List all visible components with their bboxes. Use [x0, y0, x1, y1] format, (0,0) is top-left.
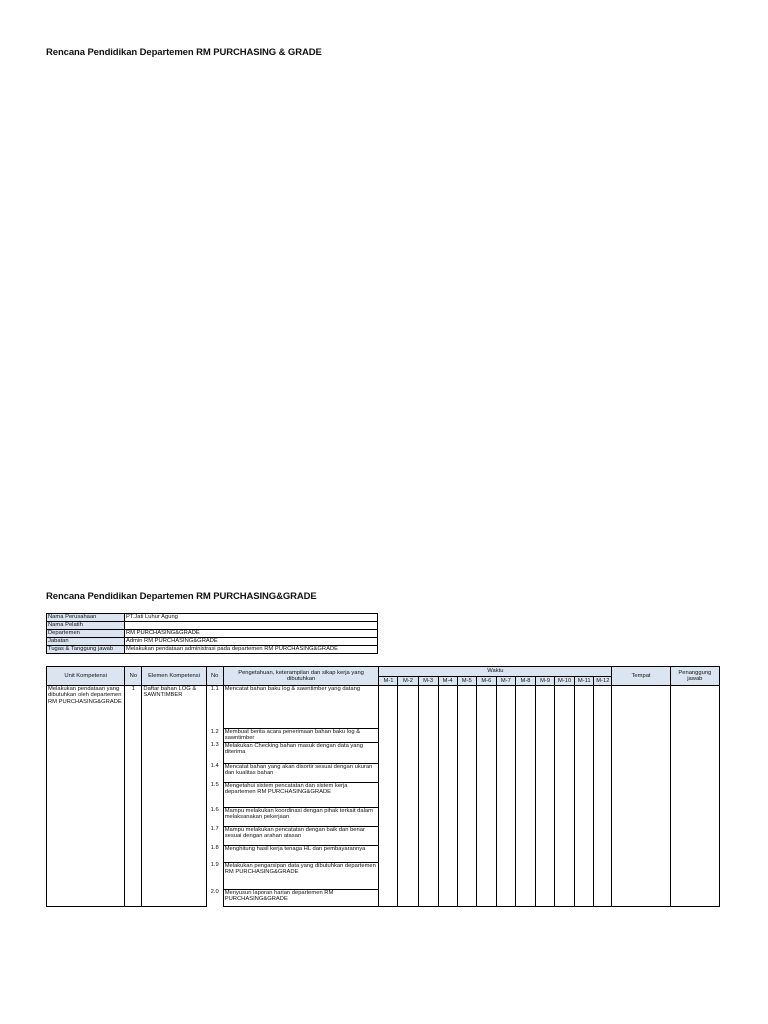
info-label: Nama Pelatih [47, 622, 125, 630]
header-month: M-6 [476, 677, 496, 686]
header-penanggung-jawab: Penanggung jawab [670, 667, 719, 686]
header-month: M-5 [457, 677, 476, 686]
info-row [47, 622, 378, 630]
month-cell[interactable] [594, 686, 612, 907]
header-elemen-kompetensi: Elemen Kompetensi [142, 667, 206, 686]
header-month: M-3 [418, 677, 438, 686]
knowledge-number: 1.4 [206, 763, 223, 782]
knowledge-text: Mampu melakukan pencatatan dengan baik dan benar sesuai dengan arahan atasan [223, 826, 379, 845]
knowledge-text: Mencatat bahan baku log & sawntimber yang datang [223, 686, 379, 729]
header-month: M-2 [398, 677, 418, 686]
knowledge-number: 1.8 [206, 845, 223, 862]
table-row [47, 686, 720, 729]
info-label: Nama Perusahaan [47, 614, 125, 622]
info-row [47, 638, 378, 646]
month-cell[interactable] [496, 686, 515, 907]
month-cell[interactable] [575, 686, 594, 907]
page-title: Rencana Pendidikan Departemen RM PURCHASING & GRADE [46, 47, 322, 58]
info-value: Admin RM PURCHASING&GRADE [125, 638, 378, 646]
header-no-2: No [206, 667, 223, 686]
training-plan-table [46, 666, 720, 907]
tempat-cell[interactable] [612, 686, 670, 907]
month-cell[interactable] [438, 686, 457, 907]
header-month: M-12 [594, 677, 612, 686]
knowledge-number: 1.9 [206, 862, 223, 889]
knowledge-number: 1.1 [206, 686, 223, 729]
elemen-kompetensi-cell: Daftar bahan LOG & SAWNTIMBER [142, 686, 206, 907]
knowledge-number: 1.7 [206, 826, 223, 845]
knowledge-number: 1.5 [206, 782, 223, 807]
unit-kompetensi-cell: Melakukan pendataan yang dibutuhkan oleh departemen RM PURCHASING&GRADE [47, 686, 125, 907]
knowledge-text: Membuat berita acara penerimaan bahan baku log & sawntimber [223, 729, 379, 743]
header-month: M-11 [575, 677, 594, 686]
info-value [125, 622, 378, 630]
header-month: M-4 [438, 677, 457, 686]
knowledge-text: Menyusun laporan harian departemen RM PURCHASING&GRADE [223, 889, 379, 906]
knowledge-number: 1.2 [206, 729, 223, 743]
section-title: Rencana Pendidikan Departemen RM PURCHASING&GRADE [46, 591, 317, 602]
month-cell[interactable] [418, 686, 438, 907]
header-month: M-10 [555, 677, 575, 686]
month-cell[interactable] [457, 686, 476, 907]
info-row [47, 646, 378, 654]
knowledge-text: Mampu melakukan koordinasi dengan pihak terkait dalam melaksanakan pekerjaan [223, 807, 379, 826]
month-cell[interactable] [515, 686, 535, 907]
month-cell[interactable] [536, 686, 555, 907]
penanggung-jawab-cell[interactable] [670, 686, 719, 907]
info-value: Melakukan pendataan administrasi pada departemen RM PURCHASING&GRADE [125, 646, 378, 654]
month-cell[interactable] [398, 686, 418, 907]
header-month: M-7 [496, 677, 515, 686]
month-cell[interactable] [476, 686, 496, 907]
info-label: Tugas & Tanggung jawab [47, 646, 125, 654]
month-cell[interactable] [379, 686, 398, 907]
header-month: M-1 [379, 677, 398, 686]
knowledge-text: Mencatat bahan yang akan disortir sesuai dengan ukuran dan kualitas bahan [223, 763, 379, 782]
row-number-cell: 1 [125, 686, 142, 907]
header-month: M-8 [515, 677, 535, 686]
info-table [46, 613, 378, 654]
knowledge-text: Melakukan pengarsipan data yang dibutuhkan departemen RM PURCHASING&GRADE [223, 862, 379, 889]
info-label: Departemen [47, 630, 125, 638]
header-unit-kompetensi: Unit Kompetensi [47, 667, 125, 686]
knowledge-text: Mengetahui sistem pencatatan dan sistem kerja departemen RM PURCHASING&GRADE [223, 782, 379, 807]
info-label: Jabatan [47, 638, 125, 646]
header-pengetahuan: Pengetahuan, keterampilan dan sikap kerja yang dibutuhkan [223, 667, 379, 686]
info-value: RM PURCHASING&GRADE [125, 630, 378, 638]
knowledge-number: 2.0 [206, 889, 223, 906]
knowledge-text: Menghitung hasil kerja tenaga HL dan pembayarannya [223, 845, 379, 862]
info-row [47, 614, 378, 622]
knowledge-number: 1.3 [206, 742, 223, 763]
knowledge-number: 1.6 [206, 807, 223, 826]
knowledge-text: Melakukan Checking bahan masuk dengan data yang diterima [223, 742, 379, 763]
info-value: PT.Jati Luhur Agung [125, 614, 378, 622]
header-tempat: Tempat [612, 667, 670, 686]
header-waktu: Waktu [379, 667, 612, 677]
info-row [47, 630, 378, 638]
header-month: M-9 [536, 677, 555, 686]
header-no: No [125, 667, 142, 686]
month-cell[interactable] [555, 686, 575, 907]
